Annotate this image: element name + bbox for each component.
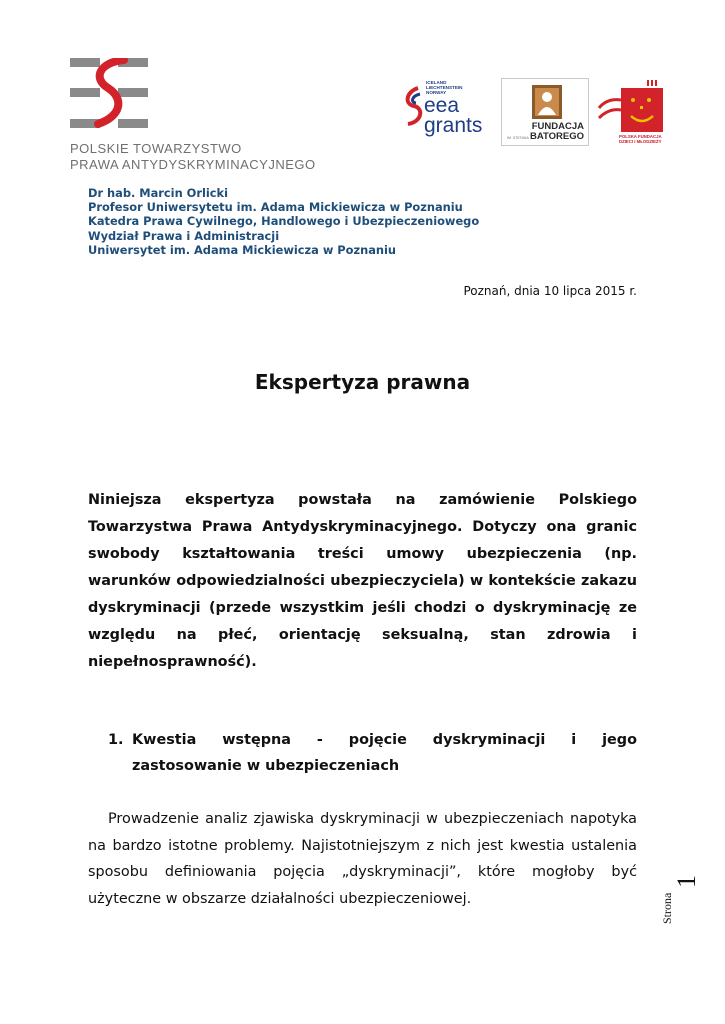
ptpa-logo-icon <box>70 58 152 128</box>
page-label-text: Strona <box>660 892 674 924</box>
eea-word: eea <box>424 94 460 117</box>
section-number: 1. <box>108 732 124 748</box>
intro-paragraph: Niniejsza ekspertyza powstała na zamówienie Polskiego Towarzystwa Prawa Antydyskryminacyjnego. Dotyczy ona granic swobody kształtowania treści umowy ubezpieczenia (np. warunków odpowiedzialności ubezpieczyciela) w kontekście zakazu dyskryminacji (przede wszystkim jeśli chodzi o dyskryminację ze względu na płeć, orientację seksualną, stan zdrowia i niepełnosprawność). <box>88 492 637 670</box>
author-position: Profesor Uniwersytetu im. Adama Mickiewicza w Poznaniu <box>88 200 463 215</box>
batory-line2: BATOREGO <box>529 131 584 142</box>
pfdim-line1: POLSKA FUNDACJA <box>619 134 662 139</box>
pfdim-line2: DZIECI I MŁODZIEŻY <box>619 139 662 144</box>
author-department: Katedra Prawa Cywilnego, Handlowego i Ubezpieczeniowego <box>88 214 480 229</box>
eea-country: ICELAND <box>426 80 447 85</box>
eea-swirl-icon <box>402 84 424 128</box>
author-block <box>88 186 479 257</box>
pfdim-emblem-icon <box>597 78 667 134</box>
body-paragraph: Prowadzenie analiz zjawiska dyskryminacji w ubezpieczeniach napotyka na bardzo istotne problemy. Najistotniejszym z nich jest kwestia ustalenia sposobu definiowania pojęcia „dyskryminacji”, które mogłoby być użyteczne w obszarze działalności ubezpieczeniowej. <box>88 811 637 907</box>
batory-line1: FUNDACJA <box>531 121 584 132</box>
author-name: Dr hab. Marcin Orlicki <box>88 186 228 200</box>
ptpa-name-line2: PRAWA ANTYDYSKRYMINACYJNEGO <box>70 157 316 172</box>
grants-word: grants <box>424 114 483 137</box>
section-heading-line1: Kwestia wstępna - pojęcie dyskryminacji i jego <box>132 732 637 748</box>
pfdim-text <box>619 134 662 144</box>
fundacja-batorego-logo <box>501 78 589 146</box>
document-title: Ekspertyza prawna <box>254 370 471 394</box>
date-line: Poznań, dnia 10 lipca 2015 r. <box>463 284 637 298</box>
ptpa-logo-text <box>70 141 316 173</box>
page-number: 1 <box>672 875 701 888</box>
eea-country: NORWAY <box>426 90 447 96</box>
eea-country: LIECHTENSTEIN <box>426 85 463 91</box>
page-number-label <box>660 860 700 940</box>
author-faculty: Wydział Prawa i Administracji <box>88 228 280 243</box>
eea-grants-logo <box>402 80 496 146</box>
pfdim-logo <box>597 78 667 148</box>
batory-emblem-icon <box>532 85 562 119</box>
section-heading-line2: zastosowanie w ubezpieczeniach <box>132 758 400 774</box>
author-university: Uniwersytet im. Adama Mickiewicza w Poznaniu <box>88 242 397 257</box>
ptpa-name-line1: POLSKIE TOWARZYSTWO <box>70 141 242 156</box>
batory-small-text: IM. STEFANA <box>507 136 529 140</box>
